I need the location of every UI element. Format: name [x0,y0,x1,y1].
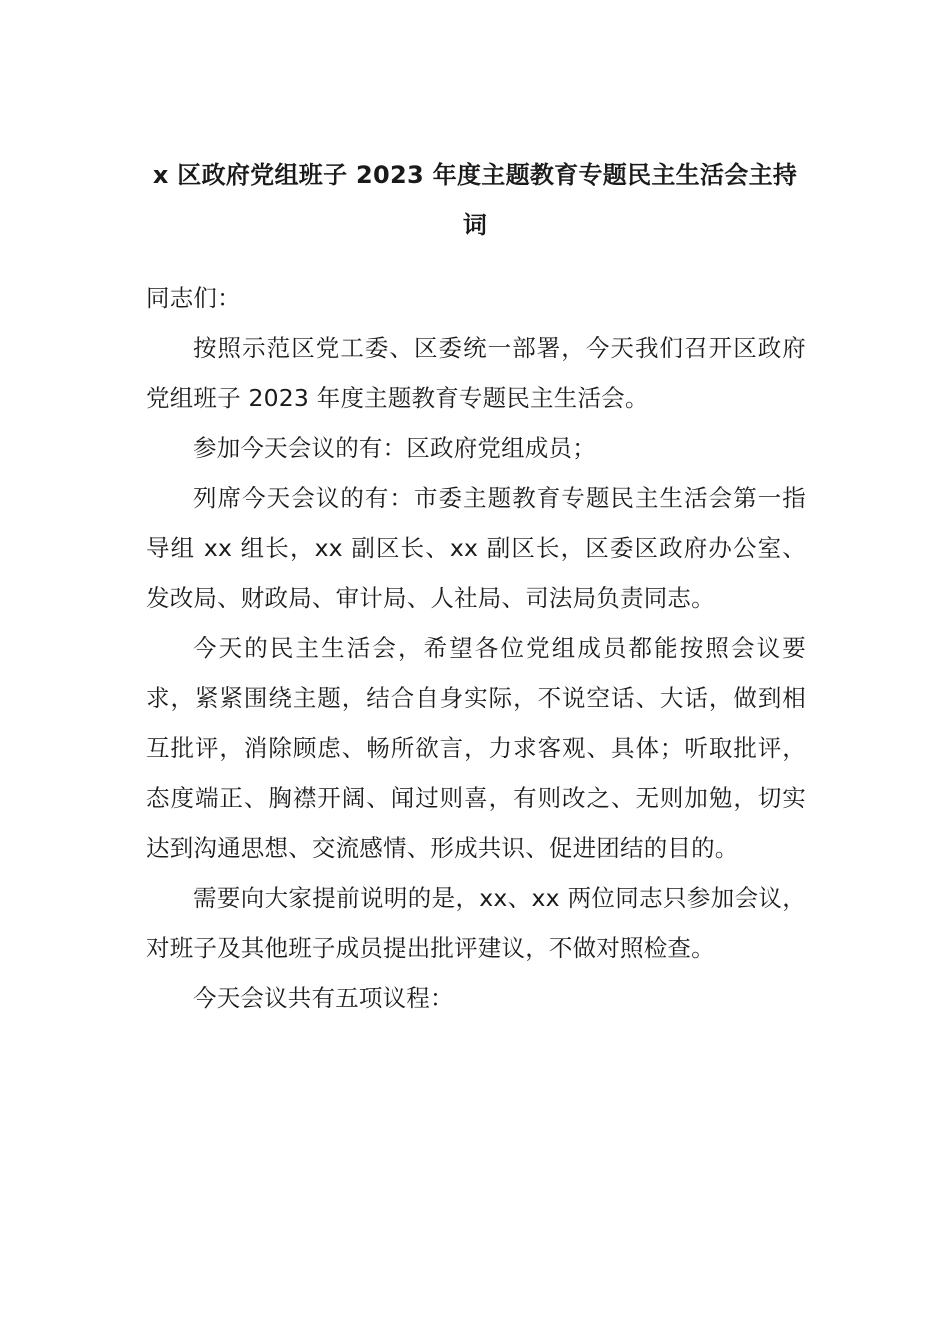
paragraph-note: 需要向大家提前说明的是，xx、xx 两位同志只参加会议，对班子及其他班子成员提出批评建议，不做对照检查。 [146,884,806,962]
paragraph-expectations: 今天的民主生活会，希望各位党组成员都能按照会议要求，紧紧围绕主题，结合自身实际，不说空话、大话，做到相互批评，消除顾虑、畅所欲言，力求客观、具体；听取批评，态度端正、胸襟开阔、闻过则喜，有则改之、无则加勉，切实达到沟通思想、交流感情、形成共识、促进团结的目的。 [146,634,806,862]
salutation: 同志们： [146,284,241,312]
paragraph-meeting-intro: 按照示范区党工委、区委统一部署，今天我们召开区政府党组班子 2023 年度主题教育专题民主生活会。 [146,334,806,412]
document-body [146,273,806,1023]
paragraph-agenda-intro: 今天会议共有五项议程： [193,984,454,1012]
document-title: x 区政府党组班子 2023 年度主题教育专题民主生活会主持词 [152,161,798,239]
paragraph-attendees: 参加今天会议的有：区政府党组成员； [193,434,596,462]
paragraph-observers: 列席今天会议的有：市委主题教育专题民主生活会第一指导组 xx 组长，xx 副区长、xx 副区长，区委区政府办公室、发改局、财政局、审计局、人社局、司法局负责同志。 [146,484,806,612]
